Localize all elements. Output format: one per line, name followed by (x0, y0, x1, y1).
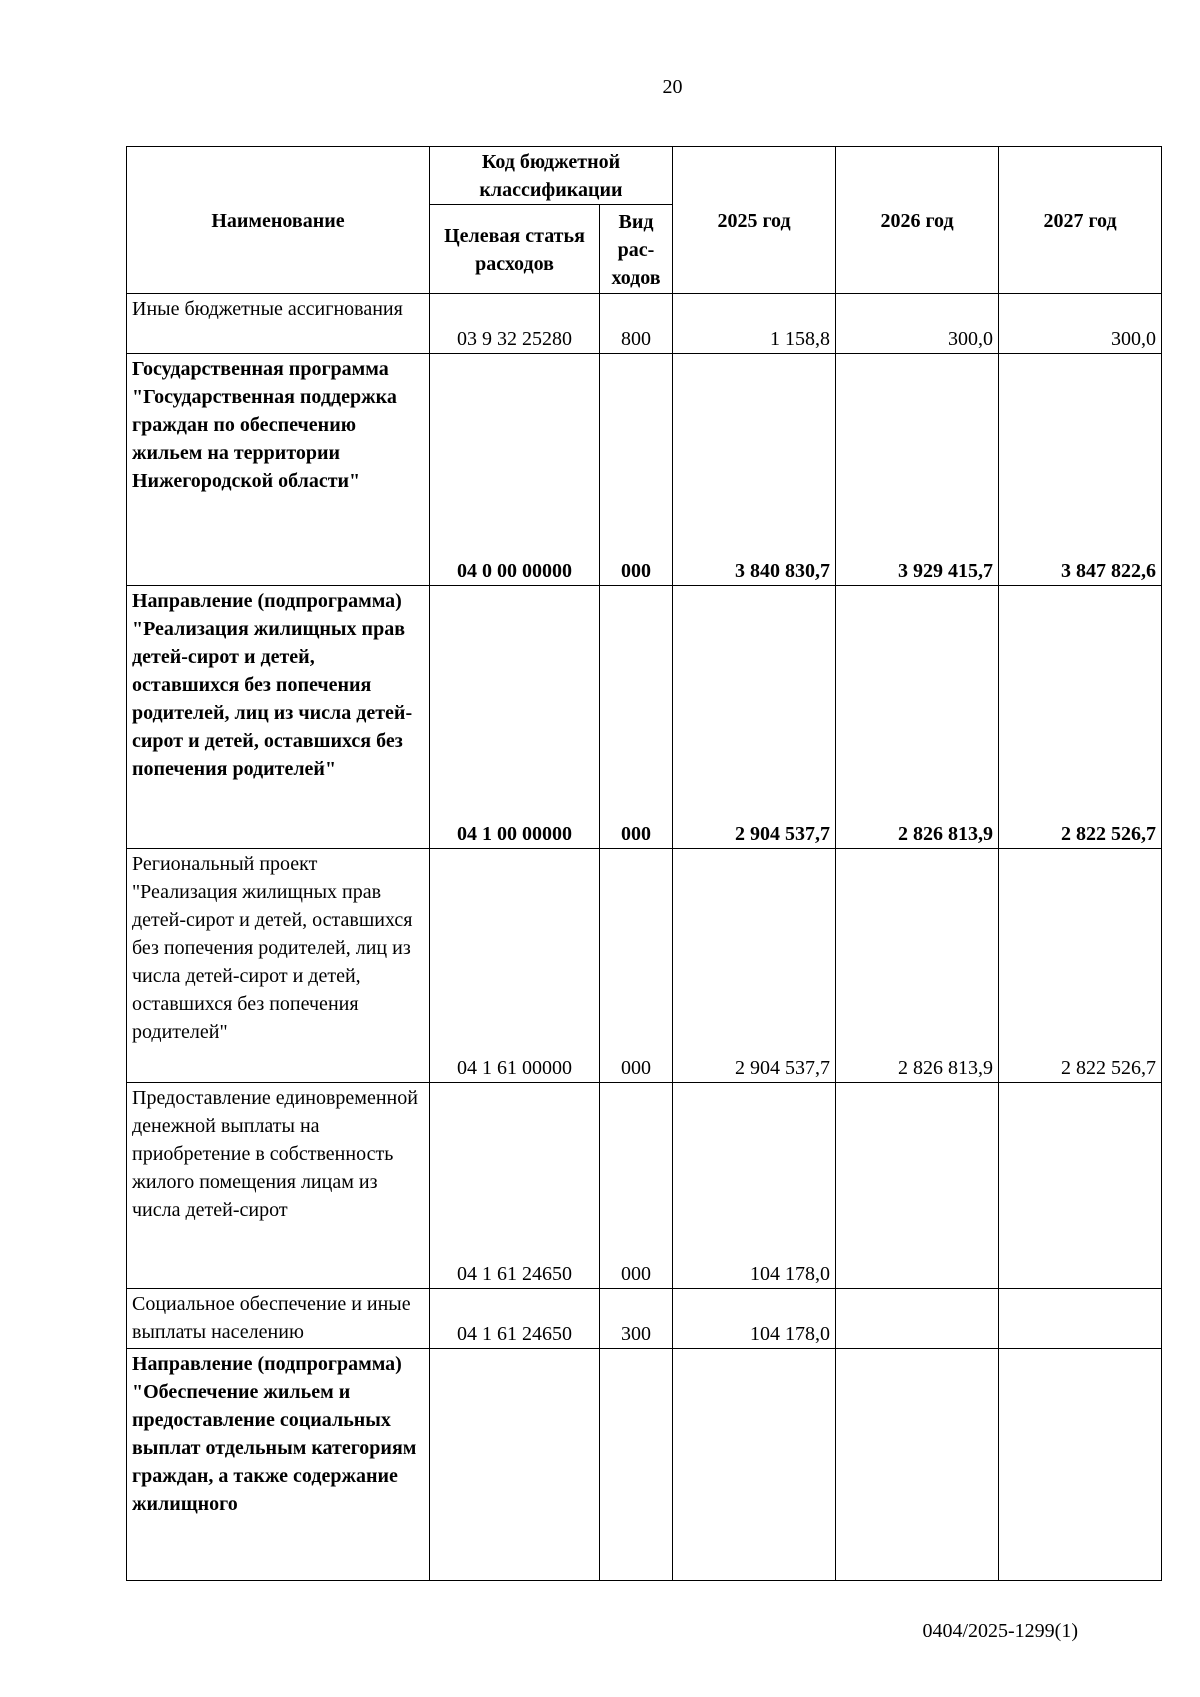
table-row (127, 1349, 1162, 1581)
header-kbk: Код бюджетной классификации (430, 147, 673, 205)
row-2025: 2 904 537,7 (673, 849, 836, 1083)
row-target-code: 03 9 32 25280 (430, 294, 600, 354)
row-2026: 3 929 415,7 (836, 354, 999, 586)
row-target-code: 04 1 61 00000 (430, 849, 600, 1083)
row-name: Направление (подпрограмма) "Реализация жилищных прав детей-сирот и детей, оставшихся без попечения родителей, лиц из числа детей-сирот и детей, оставшихся без попечения родителей" (127, 586, 430, 849)
row-target-code: 04 0 00 00000 (430, 354, 600, 586)
header-2026: 2026 год (836, 147, 999, 294)
row-2025: 1 158,8 (673, 294, 836, 354)
row-name: Направление (подпрограмма) "Обеспечение жильем и предоставление социальных выплат отдельным категориям граждан, а также содержание жилищного (127, 1349, 430, 1581)
row-expense-type: 300 (600, 1289, 673, 1349)
row-expense-type: 000 (600, 354, 673, 586)
row-2026: 2 826 813,9 (836, 586, 999, 849)
row-target-code: 04 1 00 00000 (430, 586, 600, 849)
row-name: Предоставление единовременной денежной выплаты на приобретение в собственность жилого помещения лицам из числа детей-сирот (127, 1083, 430, 1289)
document-id: 0404/2025-1299(1) (922, 1620, 1078, 1642)
row-expense-type: 800 (600, 294, 673, 354)
row-expense-type: 000 (600, 586, 673, 849)
row-name: Государственная программа "Государственная поддержка граждан по обеспечению жильем на территории Нижегородской области" (127, 354, 430, 586)
table-row (127, 354, 1162, 586)
row-2026 (836, 1083, 999, 1289)
table-row (127, 586, 1162, 849)
table-row (127, 1289, 1162, 1349)
header-target-article: Целевая статья расходов (430, 205, 600, 294)
row-2027 (999, 1289, 1162, 1349)
row-name: Социальное обеспечение и иные выплаты населению (127, 1289, 430, 1349)
budget-table (126, 146, 1162, 1581)
row-2026 (836, 1349, 999, 1581)
row-expense-type: 000 (600, 849, 673, 1083)
row-target-code: 04 1 61 24650 (430, 1083, 600, 1289)
row-2027: 3 847 822,6 (999, 354, 1162, 586)
header-2025: 2025 год (673, 147, 836, 294)
row-2027: 2 822 526,7 (999, 849, 1162, 1083)
row-2027 (999, 1349, 1162, 1581)
row-2026: 2 826 813,9 (836, 849, 999, 1083)
header-expense-type: Вид рас-ходов (600, 205, 673, 294)
row-2027: 2 822 526,7 (999, 586, 1162, 849)
row-2025 (673, 1349, 836, 1581)
row-2025: 104 178,0 (673, 1083, 836, 1289)
row-name: Региональный проект "Реализация жилищных прав детей-сирот и детей, оставшихся без попечения родителей, лиц из числа детей-сирот и детей, оставшихся без попечения родителей" (127, 849, 430, 1083)
row-2025: 104 178,0 (673, 1289, 836, 1349)
row-name: Иные бюджетные ассигнования (127, 294, 430, 354)
row-2025: 3 840 830,7 (673, 354, 836, 586)
page-number: 20 (662, 76, 683, 98)
header-name: Наименование (127, 147, 430, 294)
row-2026: 300,0 (836, 294, 999, 354)
table-row (127, 294, 1162, 354)
table-row (127, 849, 1162, 1083)
row-expense-type (600, 1349, 673, 1581)
row-expense-type: 000 (600, 1083, 673, 1289)
row-2025: 2 904 537,7 (673, 586, 836, 849)
row-2027: 300,0 (999, 294, 1162, 354)
table-row (127, 1083, 1162, 1289)
row-target-code: 04 1 61 24650 (430, 1289, 600, 1349)
header-2027: 2027 год (999, 147, 1162, 294)
row-target-code (430, 1349, 600, 1581)
row-2026 (836, 1289, 999, 1349)
row-2027 (999, 1083, 1162, 1289)
